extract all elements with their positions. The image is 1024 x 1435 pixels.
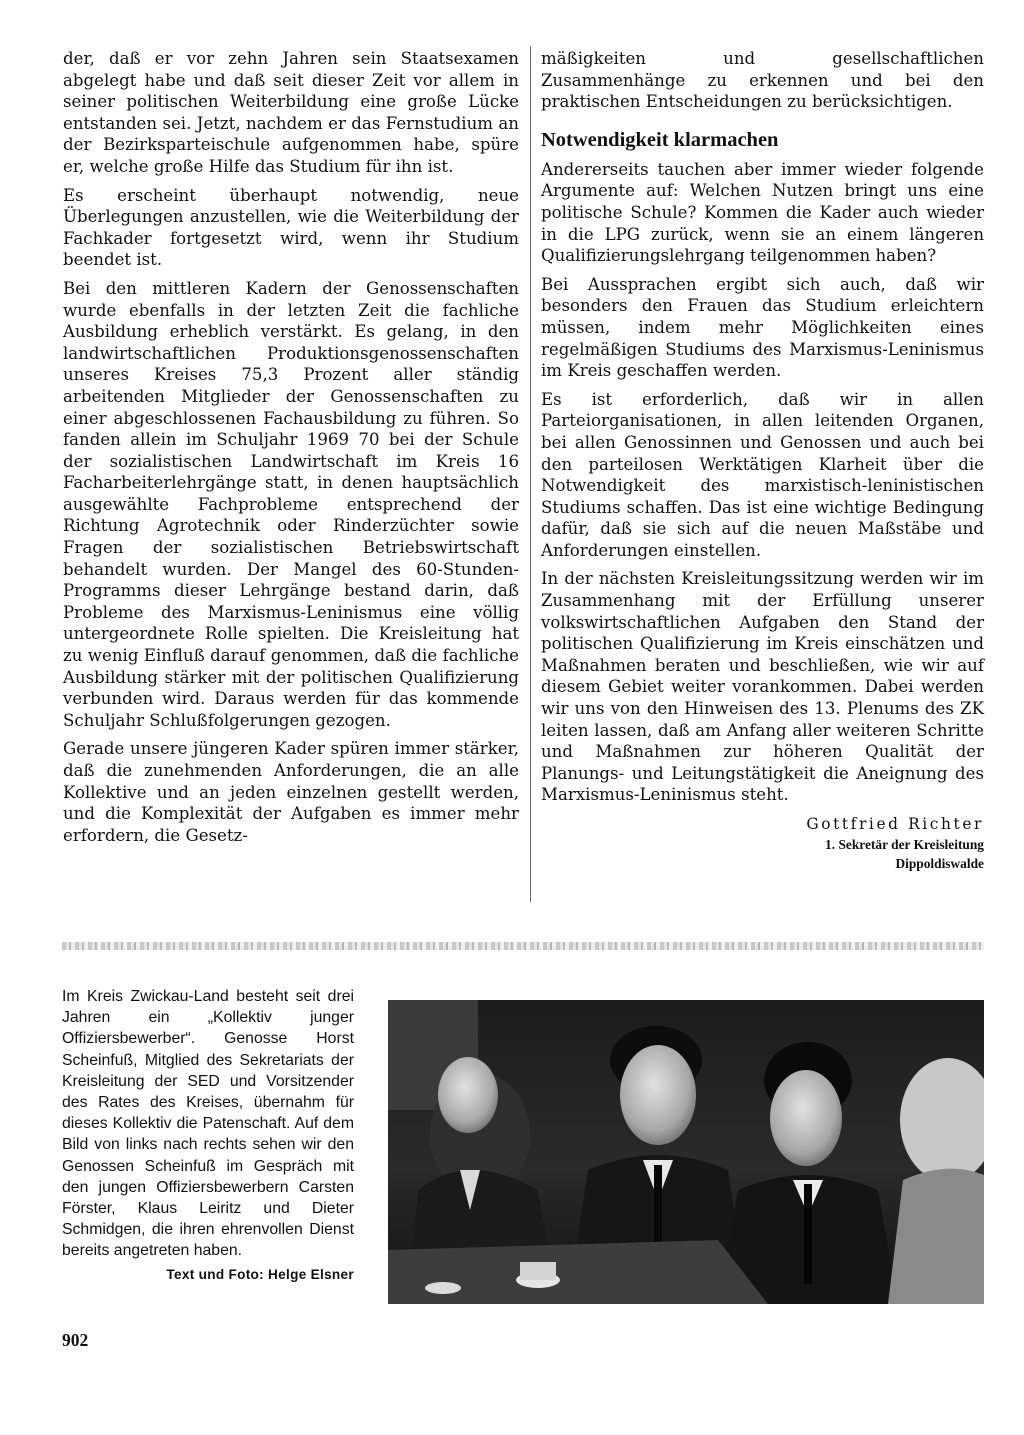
group-photo (388, 1000, 984, 1304)
right-column (541, 48, 984, 873)
left-paragraph-1: der, daß er vor zehn Jahren sein Staatsexamen abgelegt habe und daß seit dieser Zeit vor allem in seiner politischen Weiterbildung eine große Lücke entstanden sei. Jetzt, nachdem er das Fernstudium an der Bezirksparteischule aufgenommen habe, spüre er, welche große Hilfe das Studium für ihn ist. (63, 49, 519, 176)
section-divider (62, 942, 984, 950)
left-paragraph-3: Bei den mittleren Kadern der Genossenschaften wurde ebenfalls in der letzten Zeit die fachliche Ausbildung erheblich verstärkt. Es gelang, in den landwirtschaftlichen Produktionsgenossenschaften unseres Kreises 75,3 Prozent aller ständig arbeitenden Mitglieder der Genossenschaften zu einer abgeschlossenen Fachausbildung zu führen. So fanden allein im Schuljahr 1969 70 bei der Schule der sozialistischen Landwirtschaft im Kreis 16 Facharbeiterlehrgänge statt, in denen hauptsächlich ausgewählte Fachprobleme entsprechend der Richtung Agrotechnik oder Rinderzüchter sowie Fragen der sozialistischen Betriebswirtschaft behandelt wurden. Der Mangel des 60-Stunden-Programms dieser Lehrgänge bestand darin, daß Probleme des Marxismus-Leninismus eine völlig untergeordnete Rolle spielten. Die Kreisleitung hat zu wenig Einfluß darauf genommen, daß die fachliche Ausbildung stärker mit der politischen Qualifizierung verbunden wird. Daraus werden für das kommende Schuljahr Schlußfolgerungen gezogen. (63, 278, 519, 730)
author-name: Gottfried Richter (806, 815, 984, 833)
photo-credit: Text und Foto: Helge Elsner (166, 1266, 354, 1282)
photo-caption (62, 986, 354, 1285)
caption-text: Im Kreis Zwickau-Land besteht seit drei Jahren ein „Kollektiv junger Offiziersbewerber“. Genosse Horst Scheinfuß, Mitglied des Sekretariats der Kreisleitung der SED und Vorsitzender des Rates des Kreises, übernahm für dieses Kollektiv die Patenschaft. Auf dem Bild von links nach rechts sehen wir den Genossen Scheinfuß im Gespräch mit den jungen Offiziersbewerbern Carsten Förster, Klaus Leiritz und Dieter Schmidgen, die ihren ehrenvollen Dienst bereits angetreten haben. (62, 988, 354, 1260)
column-rule (530, 46, 531, 902)
author-district: Dippoldiswalde (895, 856, 984, 871)
right-paragraph-1: Andererseits tauchen aber immer wieder folgende Argumente auf: Welchen Nutzen bringt uns eine politische Schule? Kommen die Kader auch wieder in die LPG zurück, wenn sie an einem längeren Qualifizierungslehrgang teilgenommen haben? (541, 159, 984, 266)
section-heading: Notwendigkeit klarmachen (541, 128, 779, 151)
left-paragraph-4: Gerade unsere jüngeren Kader spüren immer stärker, daß die zunehmenden Anforderungen, die an alle Kollektive und an jeden einzelnen gestellt werden, und die Komplexität der Aufgaben es immer mehr erfordern, die Gesetz- (63, 739, 519, 845)
author-role: 1. Sekretär der Kreisleitung (825, 837, 984, 852)
left-paragraph-2: Es erscheint überhaupt notwendig, neue Überlegungen anzustellen, wie die Weiterbildung der Fachkader fortgesetzt wird, wenn ihr Studium beendet ist. (63, 185, 519, 270)
right-paragraph-4: In der nächsten Kreisleitungssitzung werden wir im Zusammenhang mit der Erfüllung unserer volkswirtschaftlichen Aufgaben den Stand der politischen Qualifizierung im Kreis einschätzen und Maßnahmen beraten und beschließen, wie wir auf diesem Gebiet weiter vorankommen. Dabei werden wir uns von den Hinweisen des 13. Plenums des ZK leiten lassen, daß am Anfang aller weiteren Schritte und Maßnahmen zur höheren Qualität der Planungs- und Leitungstätigkeit die Aneignung des Marxismus-Leninismus steht. (541, 569, 984, 805)
right-paragraph-2: Bei Aussprachen ergibt sich auch, daß wir besonders den Frauen das Studium erleichtern müssen, indem mehr Möglichkeiten eines regelmäßigen Studiums des Marxismus-Leninismus im Kreis geschaffen werden. (541, 274, 984, 381)
author-signature (541, 813, 984, 873)
left-column (63, 48, 519, 853)
photo-image (388, 1000, 984, 1304)
right-continuation: mäßigkeiten und gesellschaftlichen Zusammenhänge zu erkennen und bei den praktischen Entscheidungen zu berücksichtigen. (541, 49, 984, 112)
right-paragraph-3: Es ist erforderlich, daß wir in allen Parteiorganisationen, in allen leitenden Organen, bei allen Genossinnen und Genossen und auch bei den parteilosen Werktätigen Klarheit über die Notwendigkeit des marxistisch-leninistischen Studiums schaffen. Das ist eine wichtige Bedingung dafür, daß sie sich auf die neuen Maßstäbe und Anforderungen einstellen. (541, 389, 984, 560)
page-number: 902 (62, 1330, 89, 1350)
